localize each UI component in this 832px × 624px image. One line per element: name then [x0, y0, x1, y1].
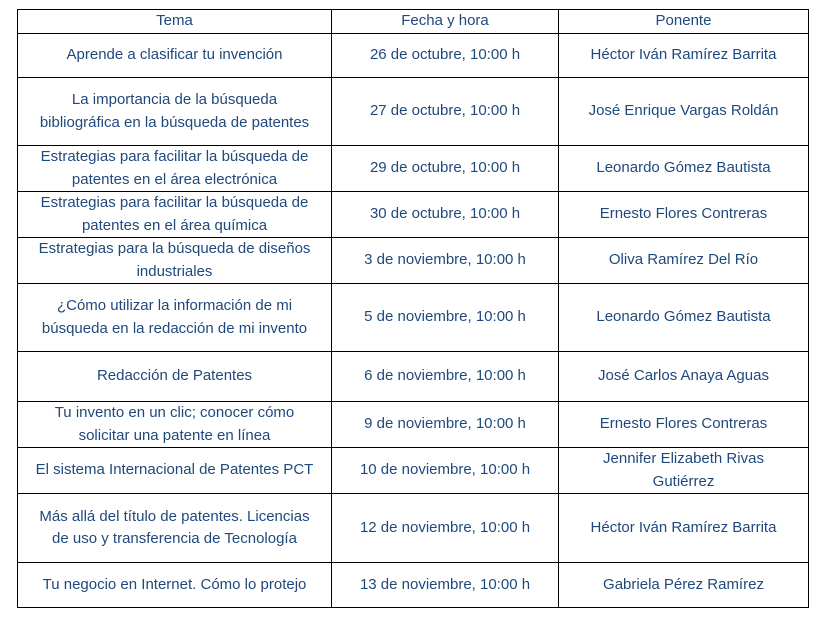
cell-fecha: 13 de noviembre, 10:00 h — [332, 563, 559, 608]
cell-ponente: Ernesto Flores Contreras — [559, 192, 809, 238]
cell-ponente: Héctor Iván Ramírez Barrita — [559, 34, 809, 78]
table-row — [18, 78, 809, 146]
schedule-table — [17, 9, 809, 608]
cell-ponente: Jennifer Elizabeth Rivas Gutiérrez — [559, 448, 809, 494]
table-row — [18, 34, 809, 78]
header-fecha: Fecha y hora — [332, 10, 559, 34]
cell-fecha: 29 de octubre, 10:00 h — [332, 146, 559, 192]
cell-tema: Más allá del título de patentes. Licencias de uso y transferencia de Tecnología — [18, 494, 332, 563]
table-row — [18, 284, 809, 352]
table-row — [18, 402, 809, 448]
header-tema: Tema — [18, 10, 332, 34]
cell-tema: Redacción de Patentes — [18, 352, 332, 402]
cell-tema: Tu negocio en Internet. Cómo lo protejo — [18, 563, 332, 608]
cell-fecha: 12 de noviembre, 10:00 h — [332, 494, 559, 563]
table-row — [18, 448, 809, 494]
cell-fecha: 30 de octubre, 10:00 h — [332, 192, 559, 238]
cell-fecha: 3 de noviembre, 10:00 h — [332, 238, 559, 284]
cell-tema: ¿Cómo utilizar la información de mi búsqueda en la redacción de mi invento — [18, 284, 332, 352]
cell-fecha: 5 de noviembre, 10:00 h — [332, 284, 559, 352]
table-row — [18, 192, 809, 238]
cell-tema: Tu invento en un clic; conocer cómo solicitar una patente en línea — [18, 402, 332, 448]
table-header-row — [18, 10, 809, 34]
header-ponente: Ponente — [559, 10, 809, 34]
cell-tema: Estrategias para la búsqueda de diseños industriales — [18, 238, 332, 284]
cell-ponente: Ernesto Flores Contreras — [559, 402, 809, 448]
table-row — [18, 494, 809, 563]
cell-ponente: Leonardo Gómez Bautista — [559, 284, 809, 352]
cell-ponente: Héctor Iván Ramírez Barrita — [559, 494, 809, 563]
schedule-table-container — [17, 9, 809, 608]
cell-ponente: Gabriela Pérez Ramírez — [559, 563, 809, 608]
cell-fecha: 26 de octubre, 10:00 h — [332, 34, 559, 78]
cell-fecha: 10 de noviembre, 10:00 h — [332, 448, 559, 494]
table-row — [18, 146, 809, 192]
cell-tema: La importancia de la búsqueda bibliográfica en la búsqueda de patentes — [18, 78, 332, 146]
cell-ponente: Leonardo Gómez Bautista — [559, 146, 809, 192]
table-row — [18, 352, 809, 402]
cell-ponente: José Carlos Anaya Aguas — [559, 352, 809, 402]
cell-tema: Estrategias para facilitar la búsqueda de patentes en el área electrónica — [18, 146, 332, 192]
cell-tema: El sistema Internacional de Patentes PCT — [18, 448, 332, 494]
table-row — [18, 238, 809, 284]
table-row — [18, 563, 809, 608]
cell-tema: Aprende a clasificar tu invención — [18, 34, 332, 78]
cell-fecha: 27 de octubre, 10:00 h — [332, 78, 559, 146]
cell-ponente: Oliva Ramírez Del Río — [559, 238, 809, 284]
cell-ponente: José Enrique Vargas Roldán — [559, 78, 809, 146]
cell-tema: Estrategias para facilitar la búsqueda de patentes en el área química — [18, 192, 332, 238]
cell-fecha: 6 de noviembre, 10:00 h — [332, 352, 559, 402]
cell-fecha: 9 de noviembre, 10:00 h — [332, 402, 559, 448]
